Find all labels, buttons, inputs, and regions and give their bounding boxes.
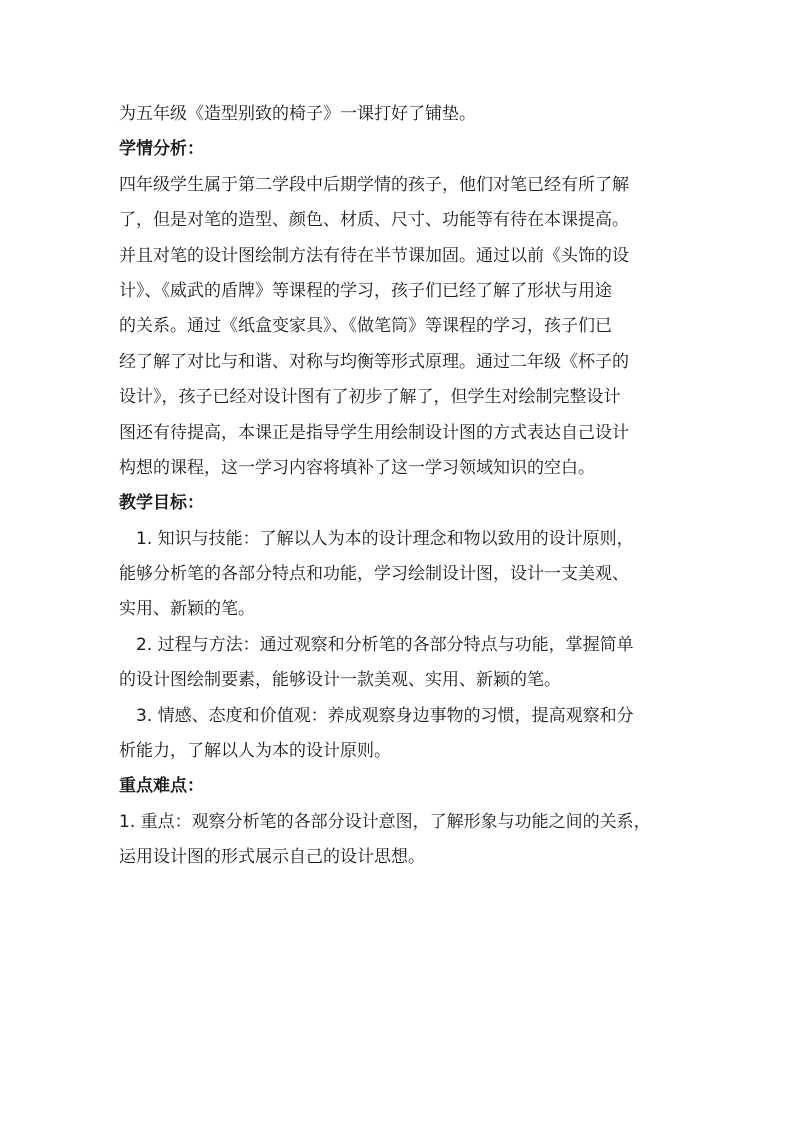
key-point-item-1: 1. 重点：观察分析笔的各部分设计意图，了解形象与功能之间的关系， [119,811,651,832]
text-line: 设计》，孩子已经对设计图有了初步了解了，但学生对绘制完整设计 [119,387,621,408]
text-line: 为五年级《造型别致的椅子》一课打好了铺垫。 [119,104,476,124]
text-line: 了，但是对笔的造型、颜色、材质、尺寸、功能等有待在本课提高。 [119,210,629,231]
text-line: 运用设计图的形式展示自己的设计思想。 [119,847,425,868]
goal-item-2: 2. 过程与方法：通过观察和分析笔的各部分特点与功能，掌握简单 [136,634,634,655]
text-line: 析能力，了解以人为本的设计原则。 [119,741,391,762]
text-line: 的设计图绘制要素，能够设计一款美观、实用、新颖的笔。 [119,670,561,691]
text-line: 并且对笔的设计图绘制方法有待在半节课加固。通过以前《头饰的设 [119,245,629,266]
section-heading-student-analysis: 学情分析： [119,139,204,160]
text-line: 实用、新颖的笔。 [119,599,255,620]
section-heading-key-difficulties: 重点难点： [119,776,204,797]
text-line: 构想的课程，这一学习内容将填补了这一学习领域知识的空白。 [119,457,595,478]
text-line: 图还有待提高，本课正是指导学生用绘制设计图的方式表达自己设计 [119,422,629,443]
text-line: 四年级学生属于第二学段中后期学情的孩子，他们对笔已经有所了解 [119,174,629,195]
goal-item-3: 3. 情感、态度和价值观：养成观察身边事物的习惯，提高观察和分 [136,705,634,726]
text-line: 能够分析笔的各部分特点和功能，学习绘制设计图，设计一支美观、 [119,564,629,585]
document-body [119,98,689,877]
section-heading-teaching-goals: 教学目标： [119,493,204,514]
text-line: 的关系。通过《纸盒变家具》、《做笔筒》等课程的学习，孩子们已 [119,316,612,337]
text-line: 计》、《威武的盾牌》等课程的学习，孩子们已经了解了形状与用途 [119,280,612,301]
goal-item-1: 1. 知识与技能：了解以人为本的设计理念和物以致用的设计原则， [136,528,634,549]
text-line: 经了解了对比与和谐、对称与均衡等形式原理。通过二年级《杯子的 [119,351,629,372]
